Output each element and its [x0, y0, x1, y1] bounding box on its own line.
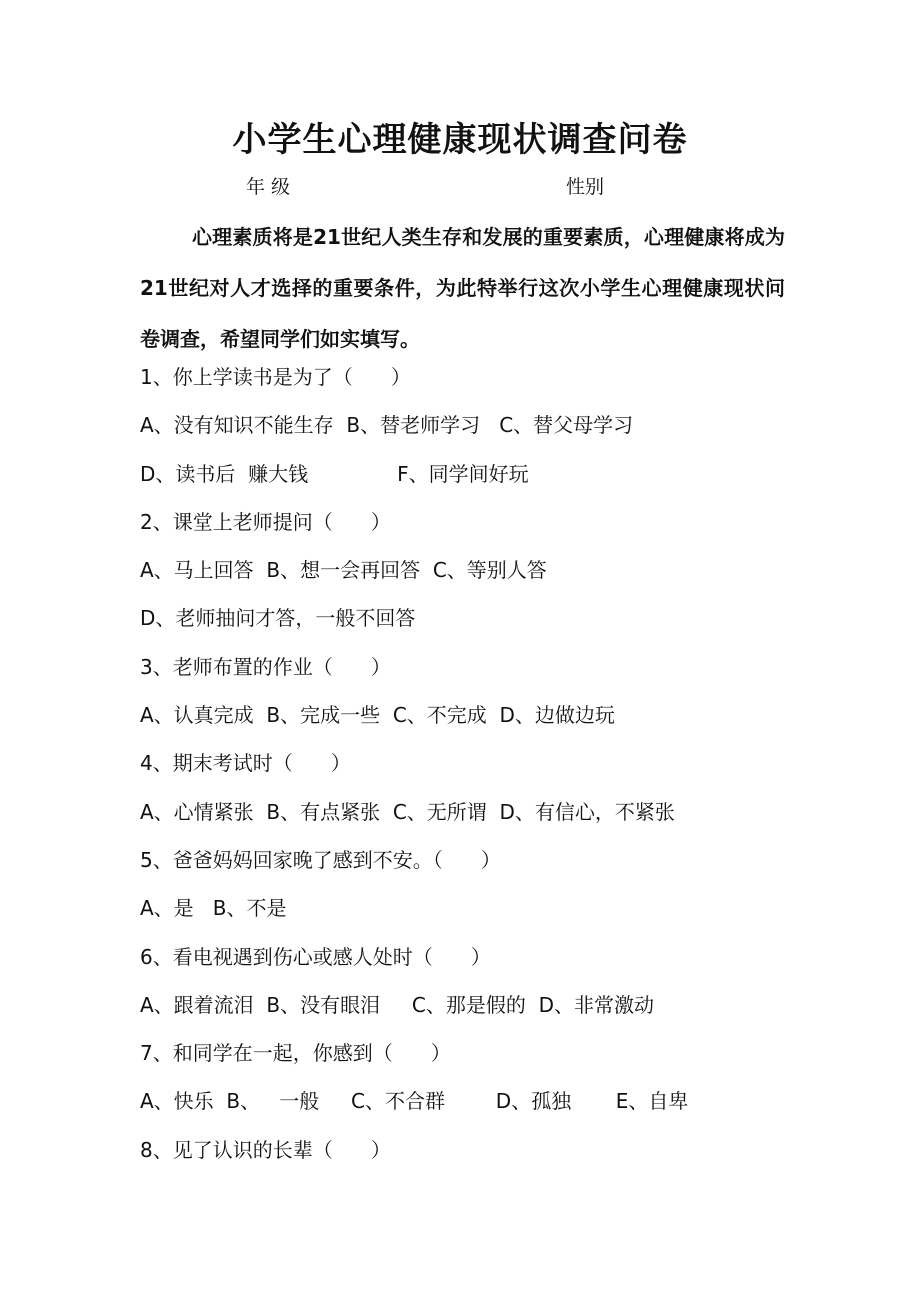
page-title: 小学生心理健康现状调查问卷: [232, 120, 688, 160]
question-3-options: A、认真完成 B、完成一些 C、不完成 D、边做边玩: [140, 703, 615, 728]
question-8: 8、见了认识的长辈（ ）: [140, 1137, 391, 1162]
question-5-options: A、是 B、不是: [140, 896, 287, 921]
grade-field-label: 年 级: [246, 176, 291, 198]
question-6-options: A、跟着流泪 B、没有眼泪 C、那是假的 D、非常激动: [140, 992, 654, 1017]
question-4: 4、期末考试时（ ）: [140, 751, 351, 776]
question-5: 5、爸爸妈妈回家晚了感到不安。（ ）: [140, 847, 501, 872]
question-1: 1、你上学读书是为了（ ）: [140, 365, 411, 389]
question-2: 2、课堂上老师提问（ ）: [140, 509, 391, 534]
question-6: 6、看电视遇到伤心或感人处时（ ）: [140, 944, 491, 969]
question-list: [140, 358, 800, 1179]
question-1-options-a: A、没有知识不能生存 B、替老师学习 C、替父母学习: [140, 413, 634, 438]
question-7-options: A、快乐 B、 一般 C、不合群 D、孤独 E、自卑: [140, 1089, 689, 1114]
gender-field-label: 性别: [566, 176, 605, 198]
intro-paragraph: 心理素质将是21世纪人类生存和发展的重要素质，心理健康将成为21世纪对人才选择的重要条件，为此特举行这次小学生心理健康现状问卷调查，希望同学们如实填写。: [140, 225, 785, 351]
question-2-options-b: D、老师抽问才答，一般不回答: [140, 606, 416, 631]
question-1-options-b: D、读书后 赚大钱 F、同学间好玩: [140, 461, 529, 486]
question-7: 7、和同学在一起，你感到（ ）: [140, 1041, 451, 1066]
question-4-options: A、心情紧张 B、有点紧张 C、无所谓 D、有信心，不紧张: [140, 799, 675, 824]
question-3: 3、老师布置的作业（ ）: [140, 654, 391, 679]
question-2-options-a: A、马上回答 B、想一会再回答 C、等别人答: [140, 558, 547, 583]
